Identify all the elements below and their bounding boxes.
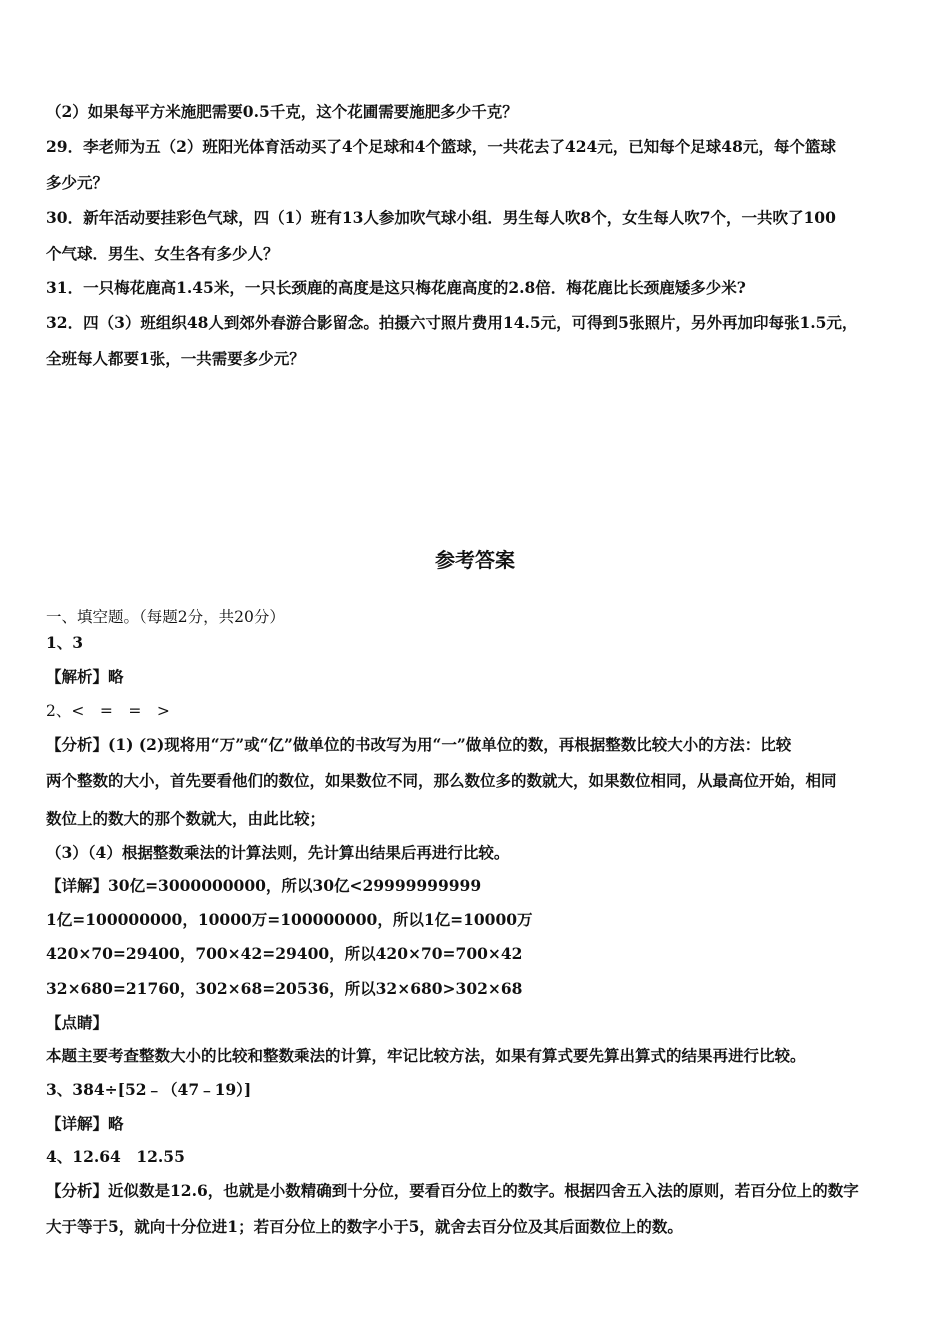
answer-2-analysis-line-4: （3）（4）根据整数乘法的计算法则，先计算出结果后再进行比较。: [46, 843, 510, 862]
question-29-line-2: 多少元？: [46, 173, 109, 192]
question-32-line-2: 全班每人都要1张，一共需要多少元？: [46, 349, 305, 368]
question-30-line-2: 个气球．男生、女生各有多少人？: [46, 244, 279, 263]
answer-3: 3、384÷[52﹣（47﹣19）]: [46, 1080, 252, 1099]
answer-2-analysis-line-2: 两个整数的大小，首先要看他们的数位，如果数位不同，那么数位多的数就大，如果数位相同，从最高位开始，相同: [46, 771, 837, 790]
answer-2-remark-heading: 【点睛】: [46, 1013, 109, 1032]
question-2-part-2: （2）如果每平方米施肥需要0.5千克，这个花圃需要施肥多少千克？: [46, 102, 518, 121]
answer-2: 2、< = = >: [46, 702, 170, 720]
question-32-line-1: 32．四（3）班组织48人到郊外春游合影留念。拍摄六寸照片费用14.5元，可得到5张照片，另外再加印每张1.5元，: [46, 313, 858, 332]
answer-2-analysis-line-1: 【分析】(1) (2)现将用“万”或“亿”做单位的书改写为用“一”做单位的数，再根据整数比较大小的方法：比较: [46, 735, 792, 754]
answer-4-analysis-line-1: 【分析】近似数是12.6，也就是小数精确到十分位，要看百分位上的数字。根据四舍五入法的原则，若百分位上的数字: [46, 1181, 859, 1200]
question-31: 31．一只梅花鹿高1.45米，一只长颈鹿的高度是这只梅花鹿高度的2.8倍．梅花鹿比长颈鹿矮多少米?: [46, 278, 746, 297]
answer-2-remark: 本题主要考查整数大小的比较和整数乘法的计算，牢记比较方法，如果有算式要先算出算式的结果再进行比较。: [46, 1046, 806, 1065]
answer-2-detail-line-2: 1亿=100000000，10000万=100000000，所以1亿=10000万: [46, 910, 533, 929]
answer-key-title: 参考答案: [435, 548, 515, 572]
answer-1: 1、3: [46, 633, 84, 652]
answer-3-detail: 【详解】略: [46, 1114, 124, 1133]
section-heading: 一、填空题。（每题2分，共20分）: [46, 608, 285, 626]
question-30-line-1: 30．新年活动要挂彩色气球，四（1）班有13人参加吹气球小组．男生每人吹8个，女生每人吹7个，一共吹了100: [46, 208, 836, 227]
answer-2-detail-line-3: 420×70=29400，700×42=29400，所以420×70=700×42: [46, 944, 523, 963]
answer-4-analysis-line-2: 大于等于5，就向十分位进1；若百分位上的数字小于5，就舍去百分位及其后面数位上的数。: [46, 1217, 683, 1236]
answer-2-detail-line-4: 32×680=21760，302×68=20536，所以32×680>302×68: [46, 979, 523, 998]
question-29-line-1: 29．李老师为五（2）班阳光体育活动买了4个足球和4个篮球，一共花去了424元，已知每个足球48元，每个篮球: [46, 137, 836, 156]
answer-2-detail-line-1: 【详解】30亿=3000000000，所以30亿<29999999999: [46, 876, 482, 895]
answer-2-analysis-line-3: 数位上的数大的那个数就大，由此比较；: [46, 809, 326, 828]
answer-1-analysis: 【解析】略: [46, 667, 124, 686]
answer-4: 4、12.64 12.55: [46, 1147, 185, 1166]
